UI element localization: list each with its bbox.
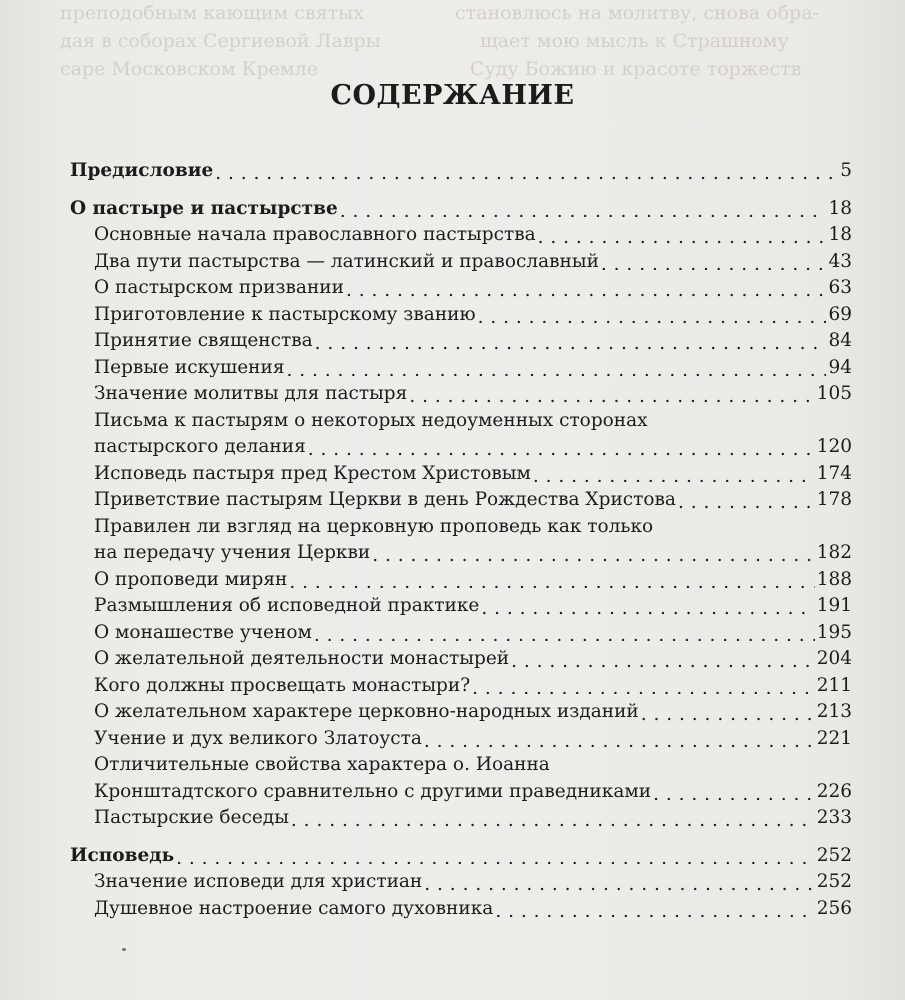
toc-entry-title: Основные начала православного пастырства (94, 224, 536, 245)
toc-page-number: 5 (840, 160, 852, 181)
toc-entry-title: Приветствие пастырям Церкви в день Рождества Христова (94, 489, 676, 510)
dot-leader (511, 649, 815, 668)
dot-leader (601, 252, 827, 271)
toc-entry[interactable] (70, 461, 852, 488)
toc-gap (70, 185, 852, 196)
dot-leader (314, 623, 815, 642)
toc-entry[interactable] (70, 328, 852, 355)
dot-leader (495, 899, 814, 918)
dot-leader (215, 161, 838, 180)
toc-entry-title: Исповедь (70, 844, 175, 866)
toc-entry-title: Письма к пастырям о некоторых недоуменных сторонах (94, 409, 648, 431)
dot-leader (472, 676, 815, 695)
toc-page-number: 182 (816, 542, 852, 563)
speck (122, 948, 126, 951)
dot-leader (424, 729, 815, 748)
toc-entry[interactable] (70, 752, 852, 779)
toc-page-number: 105 (816, 383, 852, 404)
toc-page-number: 69 (828, 303, 852, 325)
toc-page-number: 195 (816, 621, 852, 643)
dot-leader (289, 570, 814, 589)
dot-leader (538, 225, 827, 244)
dot-leader (287, 358, 827, 377)
toc-page-number: 94 (828, 356, 852, 378)
dot-leader (653, 782, 815, 801)
toc-entry[interactable] (70, 869, 852, 896)
toc-entry-title: Значение исповеди для христиан (94, 871, 423, 892)
toc-page-number: 120 (816, 436, 852, 457)
toc-entry-title: О проповеди мирян (94, 568, 288, 590)
dot-leader (481, 596, 814, 615)
dot-leader (641, 702, 815, 721)
bleed-through-text: дая в соборах Сергиевой Лавры (60, 30, 381, 52)
dot-leader (176, 846, 815, 865)
toc-entry-title: Предисловие (70, 160, 214, 181)
dot-leader (340, 199, 827, 218)
toc-entry[interactable] (70, 302, 852, 329)
toc-page-number: 84 (828, 330, 852, 351)
dot-leader (678, 490, 815, 509)
toc-page-number: 188 (816, 568, 852, 590)
toc-entry-title: Приготовление к пастырскому званию (94, 303, 476, 325)
toc-page-number: 18 (828, 197, 852, 219)
toc-entry-title: Исповедь пастыря пред Крестом Христовым (94, 462, 531, 484)
toc-entry[interactable] (70, 646, 852, 673)
toc-entry[interactable] (70, 408, 852, 435)
toc-page-number: 256 (816, 897, 852, 919)
dot-leader (308, 437, 815, 456)
dot-leader (315, 331, 827, 350)
toc-entry-title: Учение и дух великого Златоуста (94, 727, 422, 749)
toc-page-number: 191 (816, 595, 852, 616)
toc-page-number: 252 (816, 871, 852, 892)
toc-entry-title: Кого должны просвещать монастыри? (94, 674, 471, 696)
toc-entry[interactable] (70, 593, 852, 620)
table-of-contents (70, 158, 852, 922)
toc-entry[interactable] (70, 222, 852, 249)
page-title: СОДЕРЖАНИЕ (330, 80, 575, 111)
toc-entry-title: Правилен ли взгляд на церковную проповедь как только (94, 515, 654, 537)
toc-entry-title: Принятие священства (94, 330, 313, 351)
toc-entry-title: Кронштадтского сравнительно с другими праведниками (94, 780, 652, 802)
bleed-through-text: щает мою мысль к Страшному (480, 30, 789, 52)
toc-page-number: 211 (816, 674, 852, 696)
toc-entry-title: пастырского делания (94, 436, 306, 457)
toc-gap (70, 832, 852, 843)
toc-entry-title: Два пути пастырства — латинский и православный (94, 250, 599, 272)
toc-entry[interactable] (70, 620, 852, 647)
toc-entry[interactable] (70, 673, 852, 700)
dot-leader (533, 464, 815, 483)
toc-entry-title: Значение молитвы для пастыря (94, 383, 408, 404)
toc-page-number: 43 (828, 250, 852, 272)
toc-entry-title: О пастыре и пастырстве (70, 197, 338, 219)
toc-page-number: 204 (816, 648, 852, 669)
bleed-through-text: Суду Божию и красоте торжеств (470, 58, 802, 80)
toc-page-number: 178 (816, 489, 852, 510)
toc-part-entry[interactable] (70, 843, 852, 870)
toc-entry-title: О желательном характере церковно-народных изданий (94, 701, 639, 722)
toc-entry[interactable] (70, 381, 852, 408)
dot-leader (424, 872, 814, 891)
toc-entry[interactable] (70, 275, 852, 302)
toc-entry[interactable] (70, 805, 852, 832)
toc-entry[interactable] (70, 487, 852, 514)
toc-entry-title: Отличительные свойства характера о. Иоанна (94, 754, 550, 775)
toc-entry-title: Душевное настроение самого духовника (94, 897, 494, 919)
dot-leader (346, 278, 827, 297)
toc-entry[interactable] (70, 355, 852, 382)
toc-entry[interactable] (70, 699, 852, 726)
bleed-through-text: преподобным кающим святых (60, 2, 364, 24)
bleed-through-text: становлюсь на молитву, снова обра- (455, 2, 819, 24)
toc-entry[interactable] (70, 896, 852, 923)
toc-page-number: 174 (816, 462, 852, 484)
toc-entry[interactable] (70, 514, 852, 541)
toc-page-number: 221 (816, 727, 852, 749)
toc-entry-title: О желательной деятельности монастырей (94, 648, 510, 669)
toc-entry-title: Первые искушения (94, 356, 285, 378)
bleed-through-text: саре Московском Кремле (60, 58, 318, 80)
dot-leader (478, 305, 827, 324)
toc-entry[interactable] (70, 540, 852, 567)
dot-leader (372, 543, 814, 562)
toc-entry[interactable] (70, 249, 852, 276)
toc-page-number: 226 (816, 780, 852, 802)
toc-entry[interactable] (70, 779, 852, 806)
dot-leader (409, 384, 814, 403)
toc-page-number: 18 (828, 224, 852, 245)
toc-entry-title: О пастырском призвании (94, 277, 344, 298)
toc-page-number: 213 (816, 701, 852, 722)
toc-entry[interactable] (70, 434, 852, 461)
toc-part-entry[interactable] (70, 158, 852, 185)
toc-entry-title: на передачу учения Церкви (94, 542, 371, 563)
toc-entry-title: Размышления об исповедной практике (94, 595, 480, 616)
toc-page-number: 233 (816, 807, 852, 828)
toc-page-number: 252 (816, 844, 852, 866)
toc-entry[interactable] (70, 726, 852, 753)
dot-leader (291, 808, 815, 827)
toc-part-entry[interactable] (70, 196, 852, 223)
toc-entry-title: Пастырские беседы (94, 807, 289, 828)
toc-page-number: 63 (828, 277, 852, 298)
toc-entry[interactable] (70, 567, 852, 594)
toc-entry-title: О монашестве ученом (94, 621, 312, 643)
